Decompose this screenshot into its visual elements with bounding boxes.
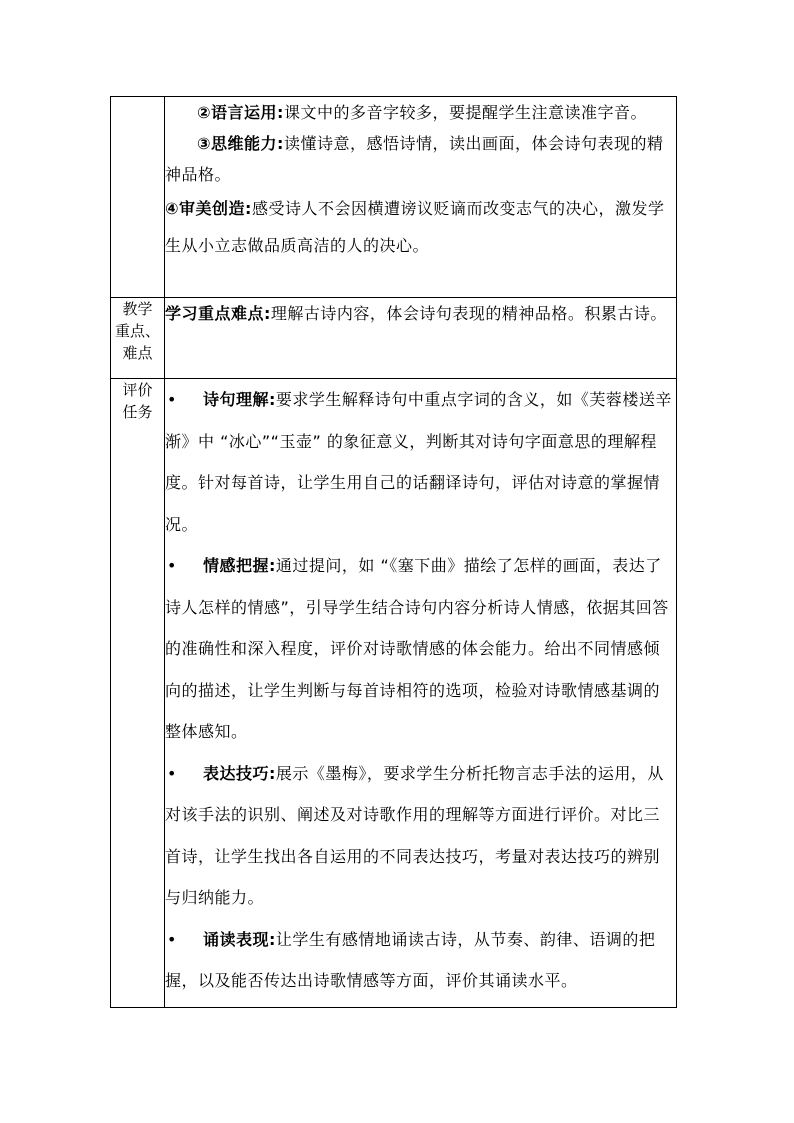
goal-thinking: ③思维能力:读懂诗意，感悟诗情，读出画面，体会诗句表现的精神品格。 bbox=[165, 134, 664, 184]
key-points-content bbox=[165, 298, 677, 379]
bullet-icon: • bbox=[167, 929, 177, 949]
key-points-text: 学习重点难点:理解古诗内容，体会诗句表现的精神品格。积累古诗。 bbox=[165, 304, 667, 323]
goal-language: ②语言运用:课文中的多音字较多，要提醒学生注意读准字音。 bbox=[197, 103, 647, 122]
bullet-icon: • bbox=[167, 390, 177, 409]
goals-label-cell bbox=[111, 97, 165, 298]
assessment-label: 评价 任务 bbox=[111, 379, 165, 1008]
task-technique: • 表达技巧:展示《墨梅》，要求学生分析托物言志手法的运用，从对该手法的识别、阐述及对诗歌作用的理解等方面进行评价。对比三首诗，让学生找出各自运用的不同表达技巧，考量对表达技巧的辨别与归纳能力。 bbox=[165, 753, 676, 919]
goals-row bbox=[111, 97, 677, 298]
key-points-row bbox=[111, 298, 677, 379]
goal-aesthetic: ④审美创造:感受诗人不会因横遭谤议贬谪而改变志气的决心，激发学生从小立志做品质高洁的人的决心。 bbox=[165, 199, 665, 255]
assessment-row bbox=[111, 379, 677, 1008]
task-poem-understanding: • 诗句理解:要求学生解释诗句中重点字词的含义，如《芙蓉楼送辛渐》中 “冰心”“玉壶” 的象征意义，判断其对诗句字面意思的理解程度。针对每首诗，让学生用自己的话翻译诗句，评估对诗意的掌握情况。 bbox=[165, 379, 676, 545]
bullet-icon: • bbox=[167, 763, 177, 783]
assessment-content bbox=[165, 379, 677, 1008]
lesson-plan-table bbox=[110, 96, 677, 1008]
task-recitation: • 诵读表现:让学生有感情地诵读古诗，从节奏、韵律、语调的把握，以及能否传达出诗歌情感等方面，评价其诵读水平。 bbox=[165, 919, 676, 1002]
key-points-label: 教学 重点、 难点 bbox=[111, 298, 165, 379]
bullet-icon: • bbox=[167, 556, 177, 575]
task-emotion: • 情感把握:通过提问，如 “《塞下曲》描绘了怎样的画面，表达了诗人怎样的情感”，引导学生结合诗句内容分析诗人情感，依据其回答的准确性和深入程度，评价对诗歌情感的体会能力。给出不同情感倾向的描述，让学生判断与每首诗相符的选项，检验对诗歌情感基调的整体感知。 bbox=[165, 545, 676, 753]
goals-content-cell bbox=[165, 97, 677, 298]
